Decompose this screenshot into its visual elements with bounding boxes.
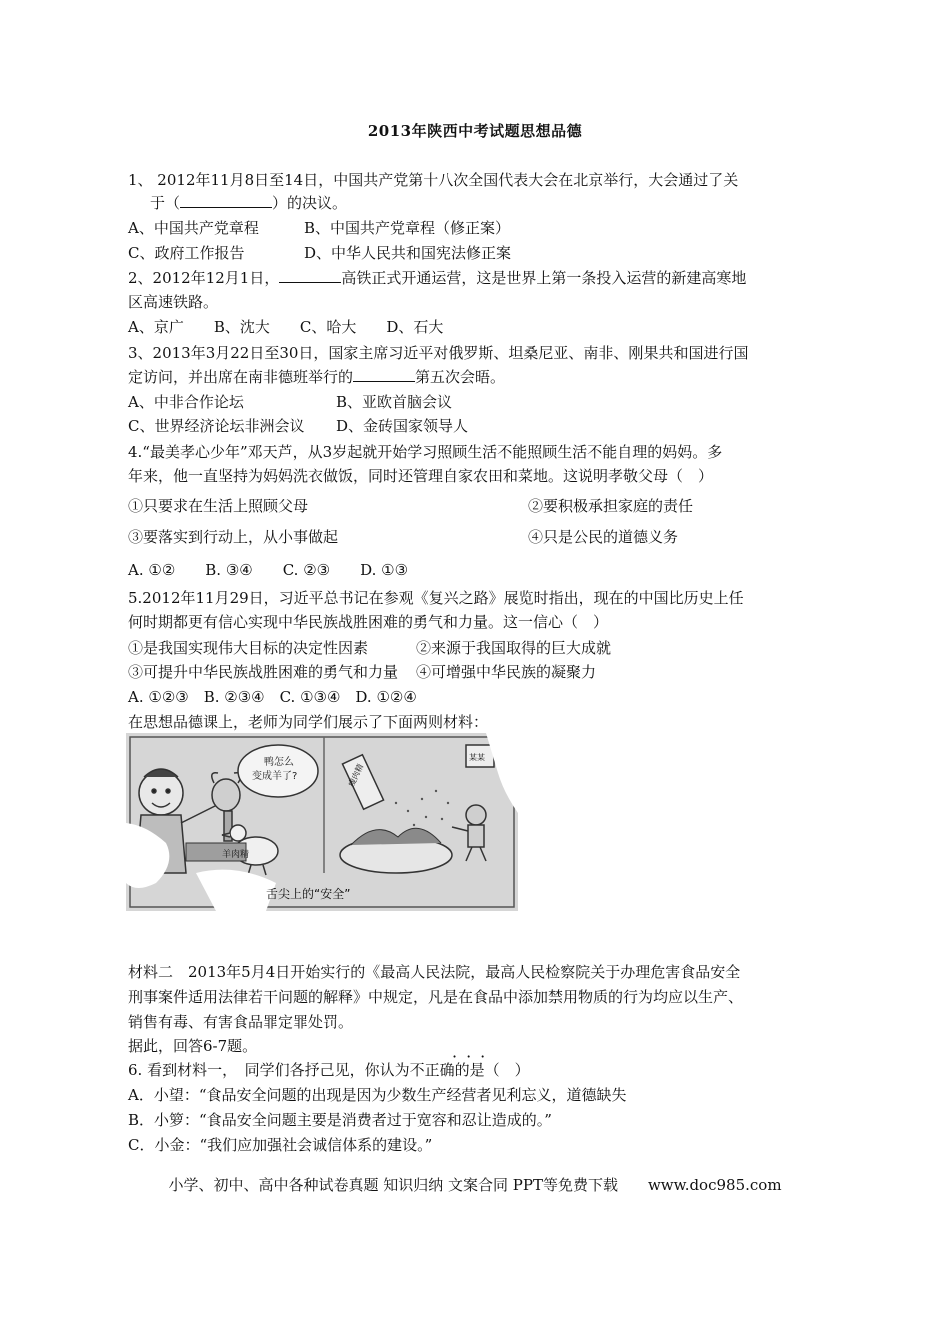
- q1-stem-line2: [150, 193, 347, 213]
- q1-stem-line1: 1、 2012年11月8日至14日，中国共产党第十八次全国代表大会在北京举行，大会通过了关: [128, 171, 739, 189]
- q5-stem-line2: 何时期都更有信心实现中华民族战胜困难的勇气和力量。这一信心（ ）: [128, 613, 609, 631]
- q1-option-a: A、中国共产党章程: [128, 219, 259, 237]
- q2-options: A、京广 B、沈大 C、哈大 D、石大: [128, 318, 444, 336]
- page-title: 2013年陕西中考试题思想品德: [367, 122, 583, 140]
- q1-blank: [180, 193, 272, 208]
- material2-line3: 销售有毒、有害食品罪定罪处罚。: [128, 1013, 354, 1031]
- cartoon-caption: 舌尖上的“安全”: [266, 887, 351, 901]
- q3-option-c: C、世界经济论坛非洲会议: [128, 417, 305, 435]
- q5-item-3: ③可提升中华民族战胜困难的勇气和力量: [128, 663, 399, 681]
- q3-option-d: D、金砖国家领导人: [336, 417, 469, 435]
- q3-stem-line1: 3、2013年3月22日至30日，国家主席习近平对俄罗斯、坦桑尼亚、南非、刚果共和国进行国: [128, 344, 749, 362]
- q5-item-1: ①是我国实现伟大目标的决定性因素: [128, 639, 369, 657]
- q3-blank: [353, 367, 415, 382]
- material-intro: 在思想品德课上，老师为同学们展示了下面两则材料：: [128, 713, 489, 731]
- q1-option-d: D、中华人民共和国宪法修正案: [304, 244, 512, 262]
- q3-option-a: A、中非合作论坛: [128, 393, 244, 411]
- q6-option-a: A．小望：“食品安全问题的出现是因为少数生产经营者见利忘义，道德缺失: [128, 1086, 627, 1104]
- q3-stem-line2: [128, 367, 505, 387]
- q4-options: A. ①② B. ③④ C. ②③ D. ①③: [128, 561, 409, 579]
- sign-text: 羊肉精: [222, 850, 250, 860]
- bottle-2-label: 某某: [469, 753, 485, 762]
- bubble-line2: 变成羊了?: [252, 771, 298, 782]
- q4-item-4: ④只是公民的道德义务: [528, 528, 679, 546]
- q2-stem-line1: [128, 268, 746, 288]
- cartoon-image: [126, 733, 518, 911]
- q1-option-b: B、中国共产党章程（修正案）: [304, 219, 511, 237]
- q4-item-1: ①只要求在生活上照顾父母: [128, 497, 309, 515]
- q4-stem-line2: 年来，他一直坚持为妈妈洗衣做饭，同时还管理自家农田和菜地。这说明孝敬父母（ ）: [128, 467, 714, 485]
- q2-stem-line2: 区高速铁路。: [128, 293, 219, 311]
- q4-stem-line1: 4.“最美孝心少年”邓天芦，从3岁起就开始学习照顾生活不能照顾生活不能自理的妈妈。多: [128, 443, 723, 461]
- q5-item-2: ②来源于我国取得的巨大成就: [416, 639, 612, 657]
- q1-option-c: C、政府工作报告: [128, 244, 245, 262]
- material2-line1: 材料二 2013年5月4日开始实行的《最高人民法院，最高人民检察院关于办理危害食品安全: [128, 963, 741, 981]
- cartoon-drawing: [126, 733, 518, 911]
- q6-option-b: B．小箩：“食品安全问题主要是消费者过于宽容和忍让造成的。”: [128, 1111, 552, 1129]
- bubble-line1: 鸭怎么: [264, 757, 294, 768]
- q1-stem-text-b: ）的决议。: [272, 194, 348, 212]
- q2-stem-text-b: 高铁正式开通运营，这是世界上第一条投入运营的新建高寒地: [341, 269, 747, 287]
- q4-item-2: ②要积极承担家庭的责任: [528, 497, 694, 515]
- q3-option-b: B、亚欧首脑会议: [336, 393, 453, 411]
- q4-item-3: ③要落实到行动上，从小事做起: [128, 528, 339, 546]
- material2-line2: 刑事案件适用法律若干问题的解释》中规定，凡是在食品中添加禁用物质的行为均应以生产、: [128, 988, 744, 1006]
- emphasis-dots: ···: [452, 1047, 495, 1066]
- q2-stem-text-a: 2、2012年12月1日，: [128, 269, 280, 287]
- q2-blank: [279, 268, 341, 283]
- q3-stem-text-b: 第五次会晤。: [415, 368, 506, 386]
- page-footer: 小学、初中、高中各种试卷真题 知识归纳 文案合同 PPT等免费下载 www.doc985.com: [168, 1176, 782, 1194]
- q6-stem: 6. 看到材料一， 同学们各抒己见，你认为不正确的是（ ）: [128, 1061, 530, 1079]
- q5-item-4: ④可增强中华民族的凝聚力: [416, 663, 597, 681]
- q5-options: A. ①②③ B. ②③④ C. ①③④ D. ①②④: [128, 688, 417, 706]
- q6-option-c: C．小金：“我们应加强社会诚信体系的建设。”: [128, 1136, 433, 1154]
- answer-note: 据此，回答6-7题。: [128, 1037, 258, 1055]
- q1-stem-text-a: 于（: [150, 194, 181, 212]
- bottle-1-label: 瘦肉精: [346, 762, 366, 789]
- q3-stem-text-a: 定访问，并出席在南非德班举行的: [128, 368, 354, 386]
- q5-stem-line1: 5.2012年11月29日，习近平总书记在参观《复兴之路》展览时指出，现在的中国比历史上任: [128, 589, 744, 607]
